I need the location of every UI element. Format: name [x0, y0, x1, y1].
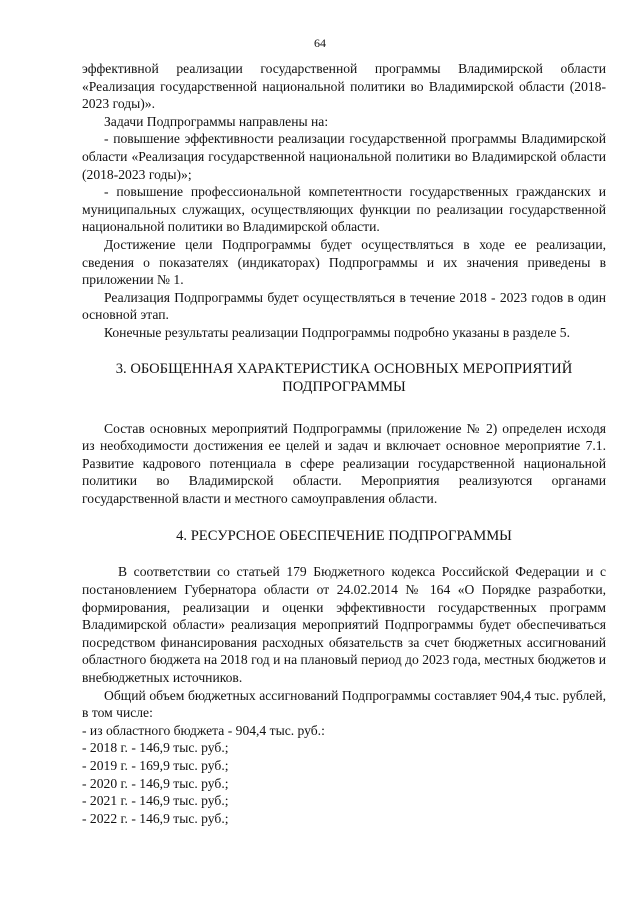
list-item: - 2019 г. - 169,9 тыс. руб.; [82, 758, 229, 773]
paragraph: Реализация Подпрограммы будет осуществляться в течение 2018 - 2023 годов в один основной этап. [82, 289, 606, 323]
section-4-heading: 4. РЕСУРСНОЕ ОБЕСПЕЧЕНИЕ ПОДПРОГРАММЫ [176, 528, 512, 545]
list-item: - 2018 г. - 146,9 тыс. руб.; [82, 740, 229, 756]
section-3-heading: 3. ОБОБЩЕННАЯ ХАРАКТЕРИСТИКА ОСНОВНЫХ МЕРОПРИЯТИЙ ПОДПРОГРАММЫ [115, 360, 573, 395]
paragraph: Задачи Подпрограммы направлены на: [104, 113, 329, 129]
page-number: 64 [314, 36, 326, 50]
list-item: - из областного бюджета - 904,4 тыс. руб.: [82, 722, 325, 738]
paragraph: эффективной реализации государственной программы Владимирской области «Реализация государственной национальной политики во Владимирской области (2018-2023 годы)». [82, 61, 606, 112]
list-item: - повышение профессиональной компетентности государственных гражданских и муниципальных служащих, осуществляющих функции по реализации государственной национальной политики во Владимирской области. [82, 184, 606, 235]
paragraph: Состав основных мероприятий Подпрограммы (приложение № 2) определен исходя из необходимости достижения ее целей и задач и включает основное мероприятие 7.1. Развитие кадрового потенциала в сфере реализации государственной национальной политики во Владимирской области. Мероприятия реализуются органами государственной власти и местного самоуправления области. [82, 420, 606, 506]
list-item: - 2021 г. - 146,9 тыс. руб.; [82, 793, 229, 809]
paragraph: Конечные результаты реализации Подпрограммы подробно указаны в разделе 5. [104, 324, 570, 340]
paragraph: Общий объем бюджетных ассигнований Подпрограммы составляет 904,4 тыс. рублей, в том числе: [82, 687, 606, 721]
list-item: - 2020 г. - 146,9 тыс. руб.; [82, 775, 229, 791]
paragraph: В соответствии со статьей 179 Бюджетного кодекса Российской Федерации и с постановлением Губернатора области от 24.02.2014 № 164 «О Порядке разработки, формирования, реализации и оценки эффективности государственных программ Владимирской области» реализация мероприятий Подпрограммы будет обеспечиваться посредством финансирования расходных обязательств за счет бюджетных ассигнований областного бюджета на 2018 год и на плановый период до 2023 года, местных бюджетов и внебюджетных источников. [82, 564, 606, 686]
list-item: - 2022 г. - 146,9 тыс. руб.; [82, 810, 229, 826]
paragraph: Достижение цели Подпрограммы будет осуществляться в ходе ее реализации, сведения о показателях (индикаторах) Подпрограммы и их значения приведены в приложении № 1. [82, 236, 606, 288]
budget-list [82, 722, 606, 828]
document-body [82, 60, 606, 827]
list-item: - повышение эффективности реализации государственной программы Владимирской области «Реализация государственной национальной политики во Владимирской области (2018-2023 годы)»; [82, 131, 606, 182]
